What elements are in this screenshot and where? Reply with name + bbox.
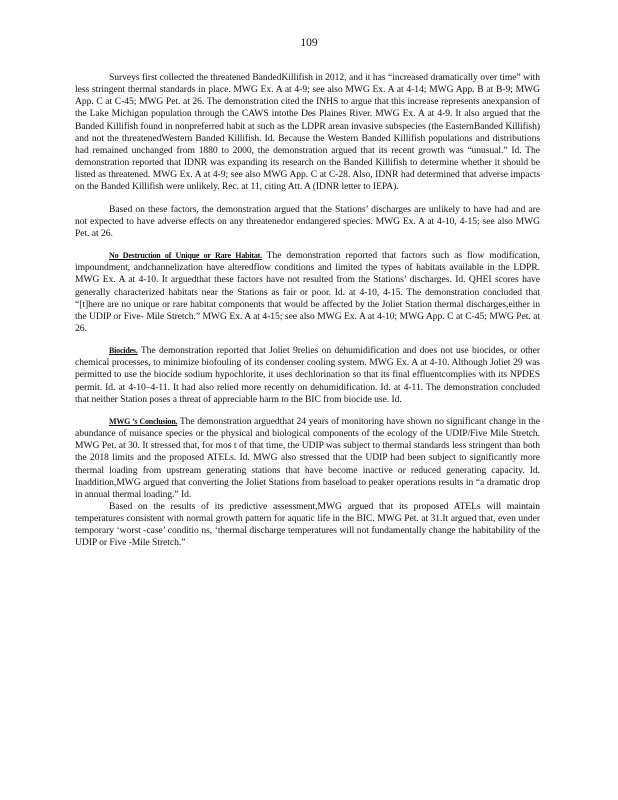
paragraph-biocides <box>75 345 540 406</box>
paragraph-mwg-conclusion <box>75 416 540 501</box>
paragraph-predictive-assessment <box>75 501 540 550</box>
paragraph-banded-killifish <box>75 72 540 194</box>
paragraph-threatened-species-conclusion <box>75 204 540 240</box>
section-heading: Biocides. <box>109 346 138 356</box>
paragraph-text: The demonstration reported that factors such as flow modification, impoundment, andchannelization have alteredflow conditions and limited the types of habitats available in the LDPR. MWG Ex. A at 4-10. It arguedthat these factors have not resulted from the Stations’ discharges. Id. QHEI scores have generally characterized habitats near the Stations as fair or poor. Id. at 4-10, 4-15. The demonstration concluded that “[t]here are no unique or rare habitat components that would be affected by the Joliet Station thermal discharges,either in the UDIP or Five- Mile Stretch.” MWG Ex. A at 4-15; see also MWG Ex. A at 4-10; MWG App. C at C-45; MWG Pet. at 26. <box>75 250 540 334</box>
paragraph-text: The demonstration arguedthat 24 years of monitoring have shown no significant change in the abundance of nuisance species or the physical and biological components of the ecology of the UDIP/Five Mile Stretch. MWG Pet. at 30. It stressed that, for mos t of that time, the UDIP was subject to thermal standards less stringent than both the 2018 limits and the proposed ATELs. Id. MWG also stressed that the UDIP had been subject to significantly more thermal loading from upstream generating stations that have become inactive or reduced generating capacity. Id. Inaddition,MWG argued that converting the Joliet Stations from baseload to peaker operations results in “a dramatic drop in annual thermal loading.” Id. <box>75 415 540 500</box>
paragraph-unique-habitat <box>75 250 540 335</box>
document-body <box>75 72 540 560</box>
paragraph-text: Based on the results of its predictive assessment,MWG argued that its proposed ATELs will maintain temperatures consistent with normal growth pattern for aquatic life in the BIC. MWG Pet. at 31.It argued that, even under temporary ‘worst -case’ conditio ns, ‘thermal discharge temperatures will not fundamentally change the habitability of the UDIP or Five -Mile Stretch.” <box>75 501 540 549</box>
paragraph-text: Based on these factors, the demonstration argued that the Stations’ discharges are unlikely to have had and are not expected to have adverse effects on any threatenedor endangered species. MWG Ex. A at 4-10, 4-15; see also MWG Pet. at 26. <box>75 203 540 239</box>
section-heading: MWG ’s Conclusion. <box>109 416 178 426</box>
page-number: 109 <box>300 37 318 49</box>
paragraph-text: The demonstration reported that Joliet 9relies on dehumidification and does not use biocides, or other chemical processes, to minimize biofouling of its condenser cooling system. MWG Ex. A at 4-10. Although Joliet 29 was permitted to use the biocide sodium hypochlorite, it uses dechlorination so that its final effluentcomplies with its NPDES permit. Id. at 4-10–4-11. It had also relied more recently on dehumidification. Id. at 4-11. The demonstration concluded that neither Station poses a threat of appreciable harm to the BIC from biocide use. Id. <box>75 345 540 405</box>
paragraph-text: Surveys first collected the threatened BandedKillifish in 2012, and it has “increased dramatically over time” with less stringent thermal standards in place. MWG Ex. A at 4-9; see also MWG Ex. A at 4-14; MWG App. B at B-9; MWG App. C at C-45; MWG Pet. at 26. The demonstration cited the INHS to argue that this increase represents anexpansion of the Lake Michigan population through the CAWS intothe Des Plaines River. MWG Ex. A at 4-9. It also argued that the Banded Killifish found in nonpreferred habit at such as the LDPR arean invasive subspecies (the EasternBanded Killifish) and not the threatenedWestern Banded Killifish. Id. Because the Western Banded Killifish populations and distributions had remained unchanged from 1880 to 2000, the demonstration argued that its recent growth was “unusual.” Id. The demonstration reported that IDNR was expanding its research on the Banded Killifish to determine whether it should be listed as threatened. MWG Ex. A at 4-9; see also MWG App. C at C-28. Also, IDNR had determined that adverse impacts on the Banded Killifish were unlikely. Rec. at 11, citing Att. A (IDNR letter to IEPA). <box>75 72 540 193</box>
section-heading: No Destruction of Unique or Rare Habitat. <box>109 251 262 261</box>
